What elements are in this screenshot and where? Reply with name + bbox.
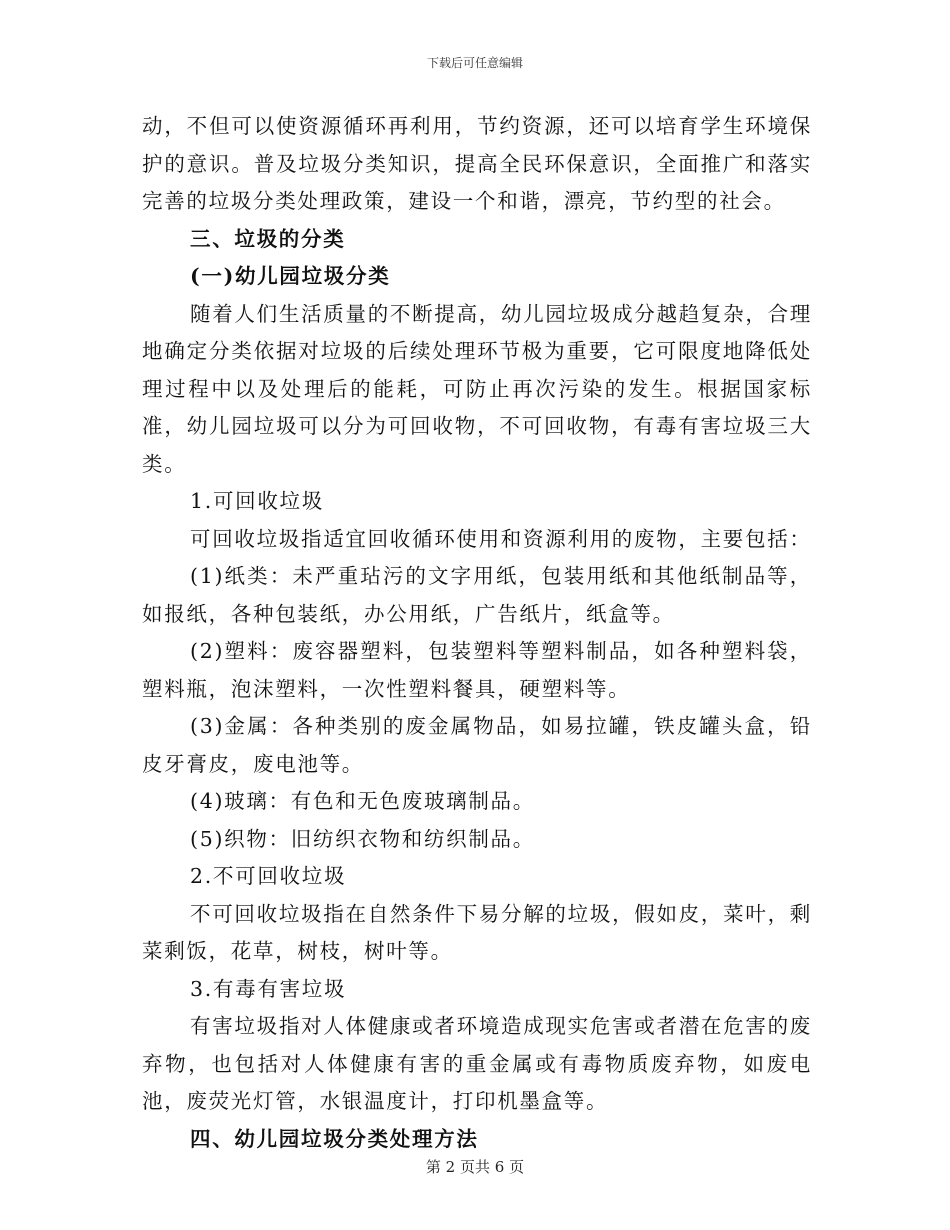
document-body <box>142 108 812 1158</box>
list-item-metal: (3)金属：各种类别的废金属物品，如易拉罐，铁皮罐头盒，铅皮牙膏皮，废电池等。 <box>142 714 812 776</box>
list-item-textile: (5)织物：旧纺织衣物和纺织制品。 <box>190 826 535 851</box>
paragraph-non-recyclable-def: 不可回收垃圾指在自然条件下易分解的垃圾，假如皮，菜叶，剩菜剩饭，花草，树枝，树叶等。 <box>142 901 812 963</box>
paragraph-intro: 随着人们生活质量的不断提高，幼儿园垃圾成分越趋复杂，合理地确定分类依据对垃圾的后续处理环节极为重要，它可限度地降低处理过程中以及处理后的能耗，可防止再次污染的发生。根据国家标准，幼儿园垃圾可以分为可回收物，不可回收物，有毒有害垃圾三大类。 <box>142 301 812 476</box>
page-footer: 第 2 页共 6 页 <box>425 1158 525 1176</box>
list-item-paper: (1)纸类：未严重玷污的文字用纸，包装用纸和其他纸制品等，如报纸，各种包装纸，办公用纸，广告纸片，纸盒等。 <box>142 564 812 626</box>
paragraph-continuation: 动，不但可以使资源循环再利用，节约资源，还可以培育学生环境保护的意识。普及垃圾分类知识，提高全民环保意识，全面推广和落实完善的垃圾分类处理政策，建设一个和谐，漂亮，节约型的社会。 <box>142 114 812 213</box>
item-heading-hazardous: 3.有毒有害垃圾 <box>190 976 347 1001</box>
paragraph-hazardous-def: 有害垃圾指对人体健康或者环境造成现实危害或者潜在危害的废弃物，也包括对人体健康有害的重金属或有毒物质废弃物，如废电池，废荧光灯管，水银温度计，打印机墨盒等。 <box>142 1014 812 1113</box>
page-header: 下载后可任意编辑 <box>426 56 523 70</box>
section-heading-3: 三、垃圾的分类 <box>190 226 346 251</box>
item-heading-recyclable: 1.可回收垃圾 <box>190 489 324 513</box>
subsection-heading-1: (一)幼儿园垃圾分类 <box>190 264 391 288</box>
list-item-glass: (4)玻璃：有色和无色废玻璃制品。 <box>190 789 535 813</box>
paragraph-recyclable-def: 可回收垃圾指适宜回收循环使用和资源利用的废物，主要包括： <box>190 526 812 551</box>
item-heading-non-recyclable: 2.不可回收垃圾 <box>190 864 347 888</box>
list-item-plastic: (2)塑料：废容器塑料，包装塑料等塑料制品，如各种塑料袋，塑料瓶，泡沫塑料，一次性塑料餐具，硬塑料等。 <box>142 639 812 701</box>
section-heading-4: 四、幼儿园垃圾分类处理方法 <box>190 1126 479 1151</box>
